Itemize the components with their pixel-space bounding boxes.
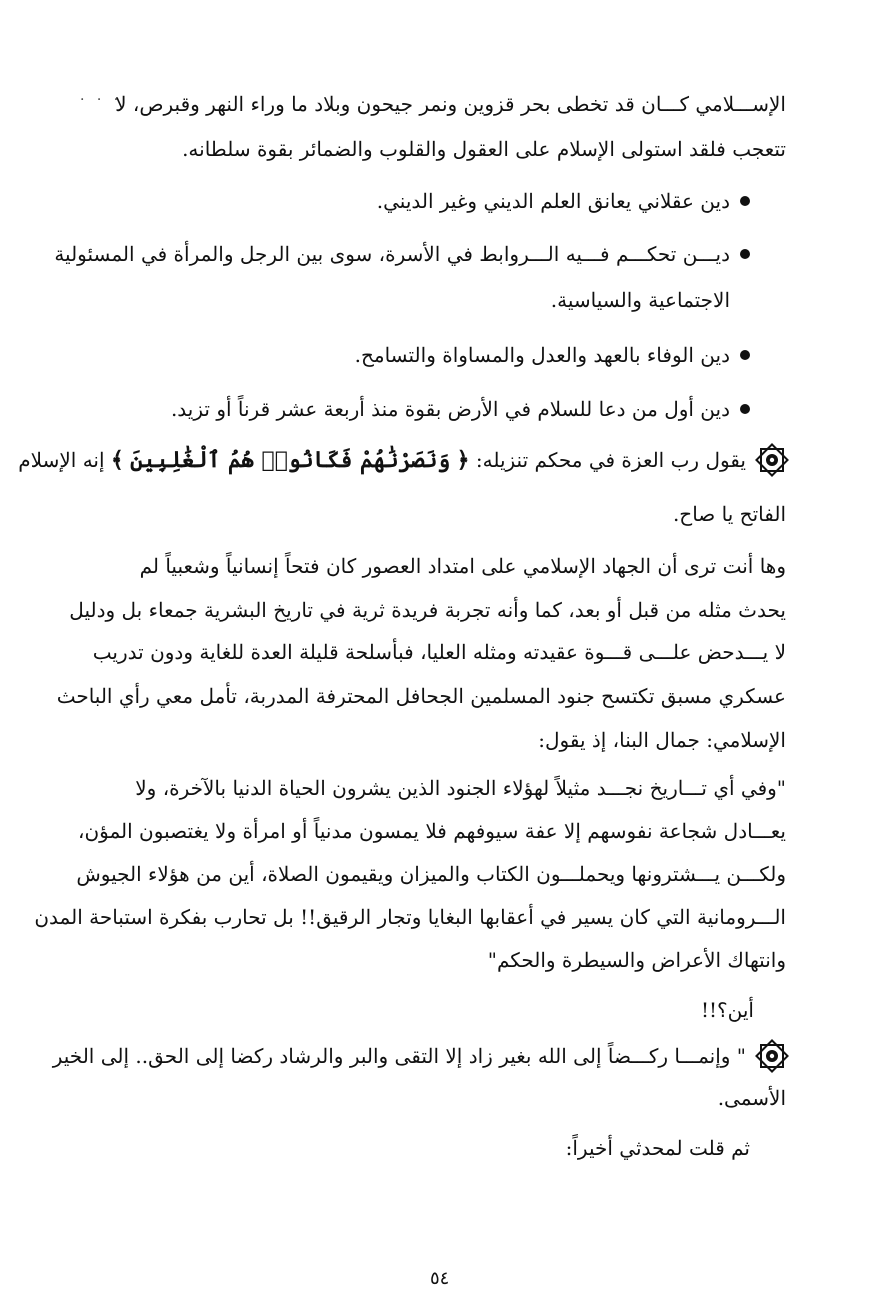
- quote-line: ولكـــن يـــشترونها ويحملـــون الكتاب والميزان ويقيمون الصلاة، أين من هؤلاء الجيوش: [76, 862, 786, 886]
- eight-point-star-ornament-icon: [752, 440, 792, 480]
- bullet-item: ديـــن تحكـــم فـــيه الـــروابط في الأسرة، سوى بين الرجل والمرأة في المسئولية: [54, 242, 730, 266]
- text-line: أين؟!!: [700, 998, 754, 1022]
- quote-line: الـــرومانية التي كان يسير في أعقابها البغايا وتجار الرقيق!! بل تحارب بفكرة استباحة المدن: [34, 905, 786, 929]
- text-line: عسكري مسبق تكتسح جنود المسلمين الجحافل المحترفة المدربة، تأمل معي رأي الباحث: [56, 684, 786, 708]
- bullet-icon: [740, 404, 750, 414]
- bullet-item: دين عقلاني يعانق العلم الديني وغير الديني.: [376, 189, 730, 213]
- text-line: الفاتح يا صاح.: [672, 502, 786, 526]
- page-number: ٥٤: [430, 1268, 450, 1289]
- text-line: " وإنمـــا ركـــضاً إلى الله بغير زاد إلا التقى والبر والرشاد ركضا إلى الحق.. إلى الخير: [52, 1044, 746, 1068]
- bullet-item-continued: الاجتماعية والسياسية.: [550, 288, 730, 312]
- text-line: الإسلامي: جمال البنا، إذ يقول:: [538, 728, 786, 752]
- quran-verse: وَنَصَرْنَٰهُمْ فَكَانُوا۟ هُمُ ٱلْغَٰلِبِينَ: [130, 447, 451, 473]
- bullet-icon: [740, 249, 750, 259]
- text-line: تتعجب فلقد استولى الإسلام على العقول والقلوب والضمائر بقوة سلطانه.: [182, 137, 786, 161]
- quote-line: يعـــادل شجاعة نفوسهم إلا عفة سيوفهم فلا يمسون مدنياً أو امرأة ولا يغتصبون المؤن،: [78, 819, 786, 843]
- text-line: يحدث مثله من قبل أو بعد، كما وأنه تجربة فريدة ثرية في تاريخ البشرية جمعاء بل ودليل: [69, 598, 786, 622]
- text-line: الإســـلامي كـــان قد تخطى بحر قزوين ونمر جيحون وبلاد ما وراء النهر وقبرص، لا: [115, 92, 786, 116]
- quote-line: "وفي أي تـــاريخ نجـــد مثيلاً لهؤلاء الجنود الذين يشرون الحياة الدنيا بالآخرة، ولا: [135, 776, 786, 800]
- quote-line: وانتهاك الأعراض والسيطرة والحكم": [487, 948, 786, 972]
- text-line: لا يـــدحض علـــى قـــوة عقيدته ومثله العليا، فبأسلحة قليلة العدة للغاية ودون تدريب: [92, 640, 786, 664]
- text-line: ثم قلت لمحدثي أخيراً:: [565, 1136, 750, 1160]
- bullet-icon: [740, 196, 750, 206]
- text-line: وها أنت ترى أن الجهاد الإسلامي على امتداد العصور كان فتحاً إنسانياً وشعبياً لم: [139, 554, 786, 578]
- eight-point-star-ornament-icon: [752, 1036, 792, 1076]
- bullet-icon: [740, 350, 750, 360]
- quote-intro: يقول رب العزة في محكم تنزيله:: [475, 448, 746, 472]
- quran-open-bracket: ﴿: [456, 447, 470, 473]
- quran-quote-line: [18, 444, 746, 476]
- quote-outro: إنه الإسلام: [18, 448, 105, 472]
- quran-close-bracket: ﴾: [110, 447, 124, 473]
- bullet-item: دين أول من دعا للسلام في الأرض بقوة منذ أربعة عشر قرناً أو تزيد.: [170, 397, 730, 421]
- bullet-item: دين الوفاء بالعهد والعدل والمساواة والتسامح.: [354, 343, 730, 367]
- margin-dots: · · ·: [80, 92, 123, 108]
- text-line: الأسمى.: [717, 1086, 786, 1110]
